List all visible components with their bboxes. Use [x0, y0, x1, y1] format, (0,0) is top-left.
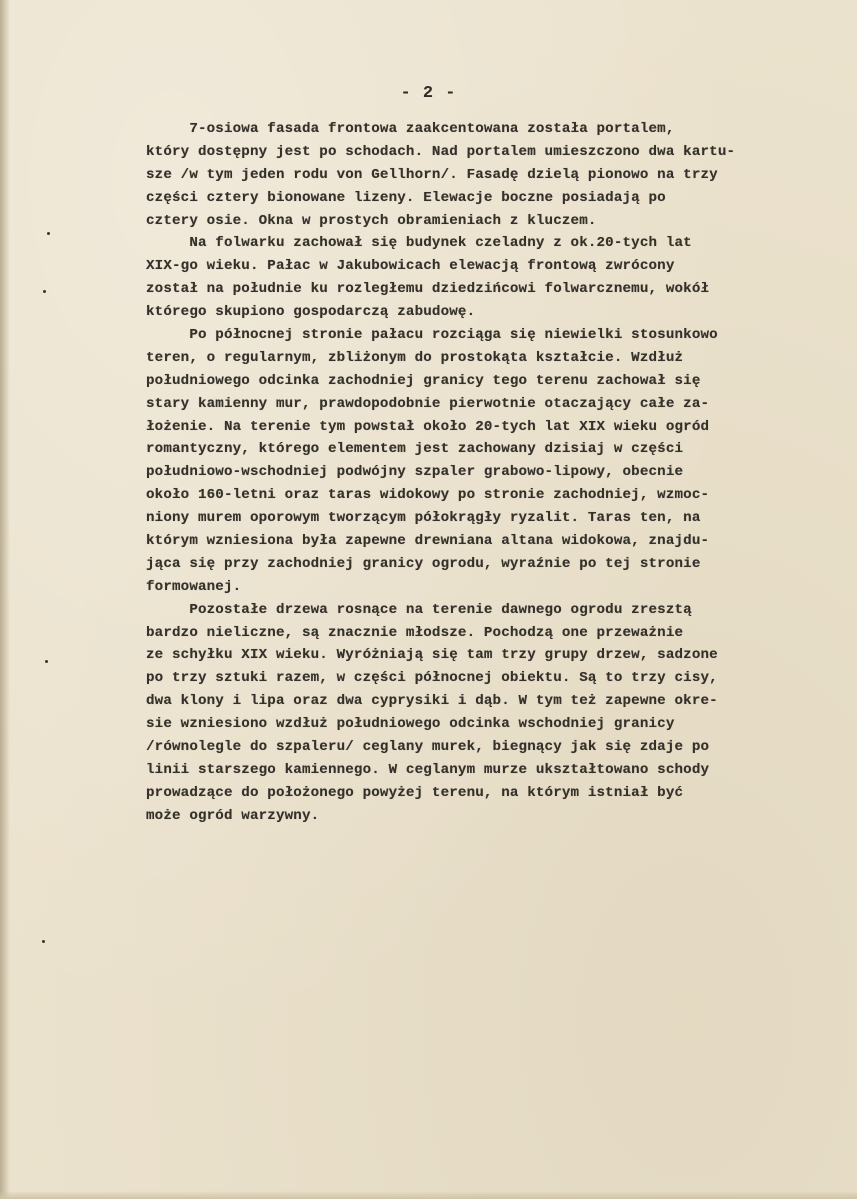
text-line: romantyczny, którego elementem jest zachowany dzisiaj w części [146, 441, 684, 458]
text-line: południowo-wschodniej podwójny szpaler grabowo-lipowy, obecnie [146, 464, 684, 481]
text-line: sze /w tym jeden rodu von Gellhorn/. Fasadę dzielą pionowo na trzy [146, 166, 718, 183]
text-line: cztery osie. Okna w prostych obramieniach z kluczem. [146, 212, 597, 229]
paragraph [146, 324, 846, 599]
punch-mark [43, 290, 46, 293]
text-line: po trzy sztuki razem, w części północnej obiektu. Są to trzy cisy, [146, 670, 718, 687]
text-line: linii starszego kamiennego. W ceglanym murze ukształtowano schody [146, 761, 710, 778]
text-line: którym wzniesiona była zapewne drewniana altana widokowa, znajdu- [146, 533, 710, 550]
body-text [146, 118, 846, 828]
text-line: /równolegle do szpaleru/ ceglany murek, biegnący jak się zdaje po [146, 739, 710, 756]
text-line: niony murem oporowym tworzącym półokrągły ryzalit. Taras ten, na [146, 510, 701, 527]
text-line: ze schyłku XIX wieku. Wyróżniają się tam trzy grupy drzew, sadzone [146, 647, 718, 664]
punch-mark [42, 940, 45, 943]
text-line: prowadzące do położonego powyżej terenu, na którym istniał być [146, 784, 684, 801]
text-line: teren, o regularnym, zbliżonym do prostokąta kształcie. Wzdłuż [146, 349, 684, 366]
text-line: dwa klony i lipa oraz dwa cyprysiki i dąb. W tym też zapewne okre- [146, 693, 718, 710]
text-line: formowanej. [146, 578, 242, 595]
paper-edge-bottom [0, 1191, 857, 1199]
paragraph [146, 599, 846, 828]
text-line: łożenie. Na terenie tym powstał około 20-tych lat XIX wieku ogród [146, 418, 710, 435]
text-line: 7-osiowa fasada frontowa zaakcentowana została portalem, [146, 121, 675, 137]
text-line: części cztery bionowane lizeny. Elewacje boczne posiadają po [146, 189, 666, 206]
text-line: sie wzniesiono wzdłuż południowego odcinka wschodniej granicy [146, 716, 675, 733]
paper-edge-left [0, 0, 10, 1199]
text-line: około 160-letni oraz taras widokowy po stronie zachodniej, wzmoc- [146, 487, 710, 504]
paragraph [146, 232, 846, 324]
text-line: stary kamienny mur, prawdopodobnie pierwotnie otaczający całe za- [146, 395, 710, 412]
text-line: którego skupiono gospodarczą zabudowę. [146, 304, 476, 321]
text-line: XIX-go wieku. Pałac w Jakubowicach elewacją frontową zwrócony [146, 258, 675, 275]
text-line: południowego odcinka zachodniej granicy tego terenu zachował się [146, 372, 701, 389]
text-line: Po północnej stronie pałacu rozciąga się niewielki stosunkowo [146, 327, 718, 344]
text-line: jąca się przy zachodniej granicy ogrodu, wyraźnie po tej stronie [146, 555, 701, 572]
text-line: bardzo nieliczne, są znacznie młodsze. Pochodzą one przeważnie [146, 624, 684, 641]
page-number: - 2 - [400, 84, 457, 103]
paragraph [146, 118, 846, 232]
text-line: Na folwarku zachował się budynek czeladny z ok.20-tych lat [146, 235, 692, 252]
punch-mark [47, 232, 50, 235]
text-line: został na południe ku rozległemu dziedzińcowi folwarcznemu, wokół [146, 281, 710, 298]
text-line: który dostępny jest po schodach. Nad portalem umieszczono dwa kartu- [146, 143, 736, 160]
text-line: Pozostałe drzewa rosnące na terenie dawnego ogrodu zresztą [146, 601, 692, 618]
punch-mark [45, 660, 48, 663]
text-line: może ogród warzywny. [146, 807, 320, 824]
